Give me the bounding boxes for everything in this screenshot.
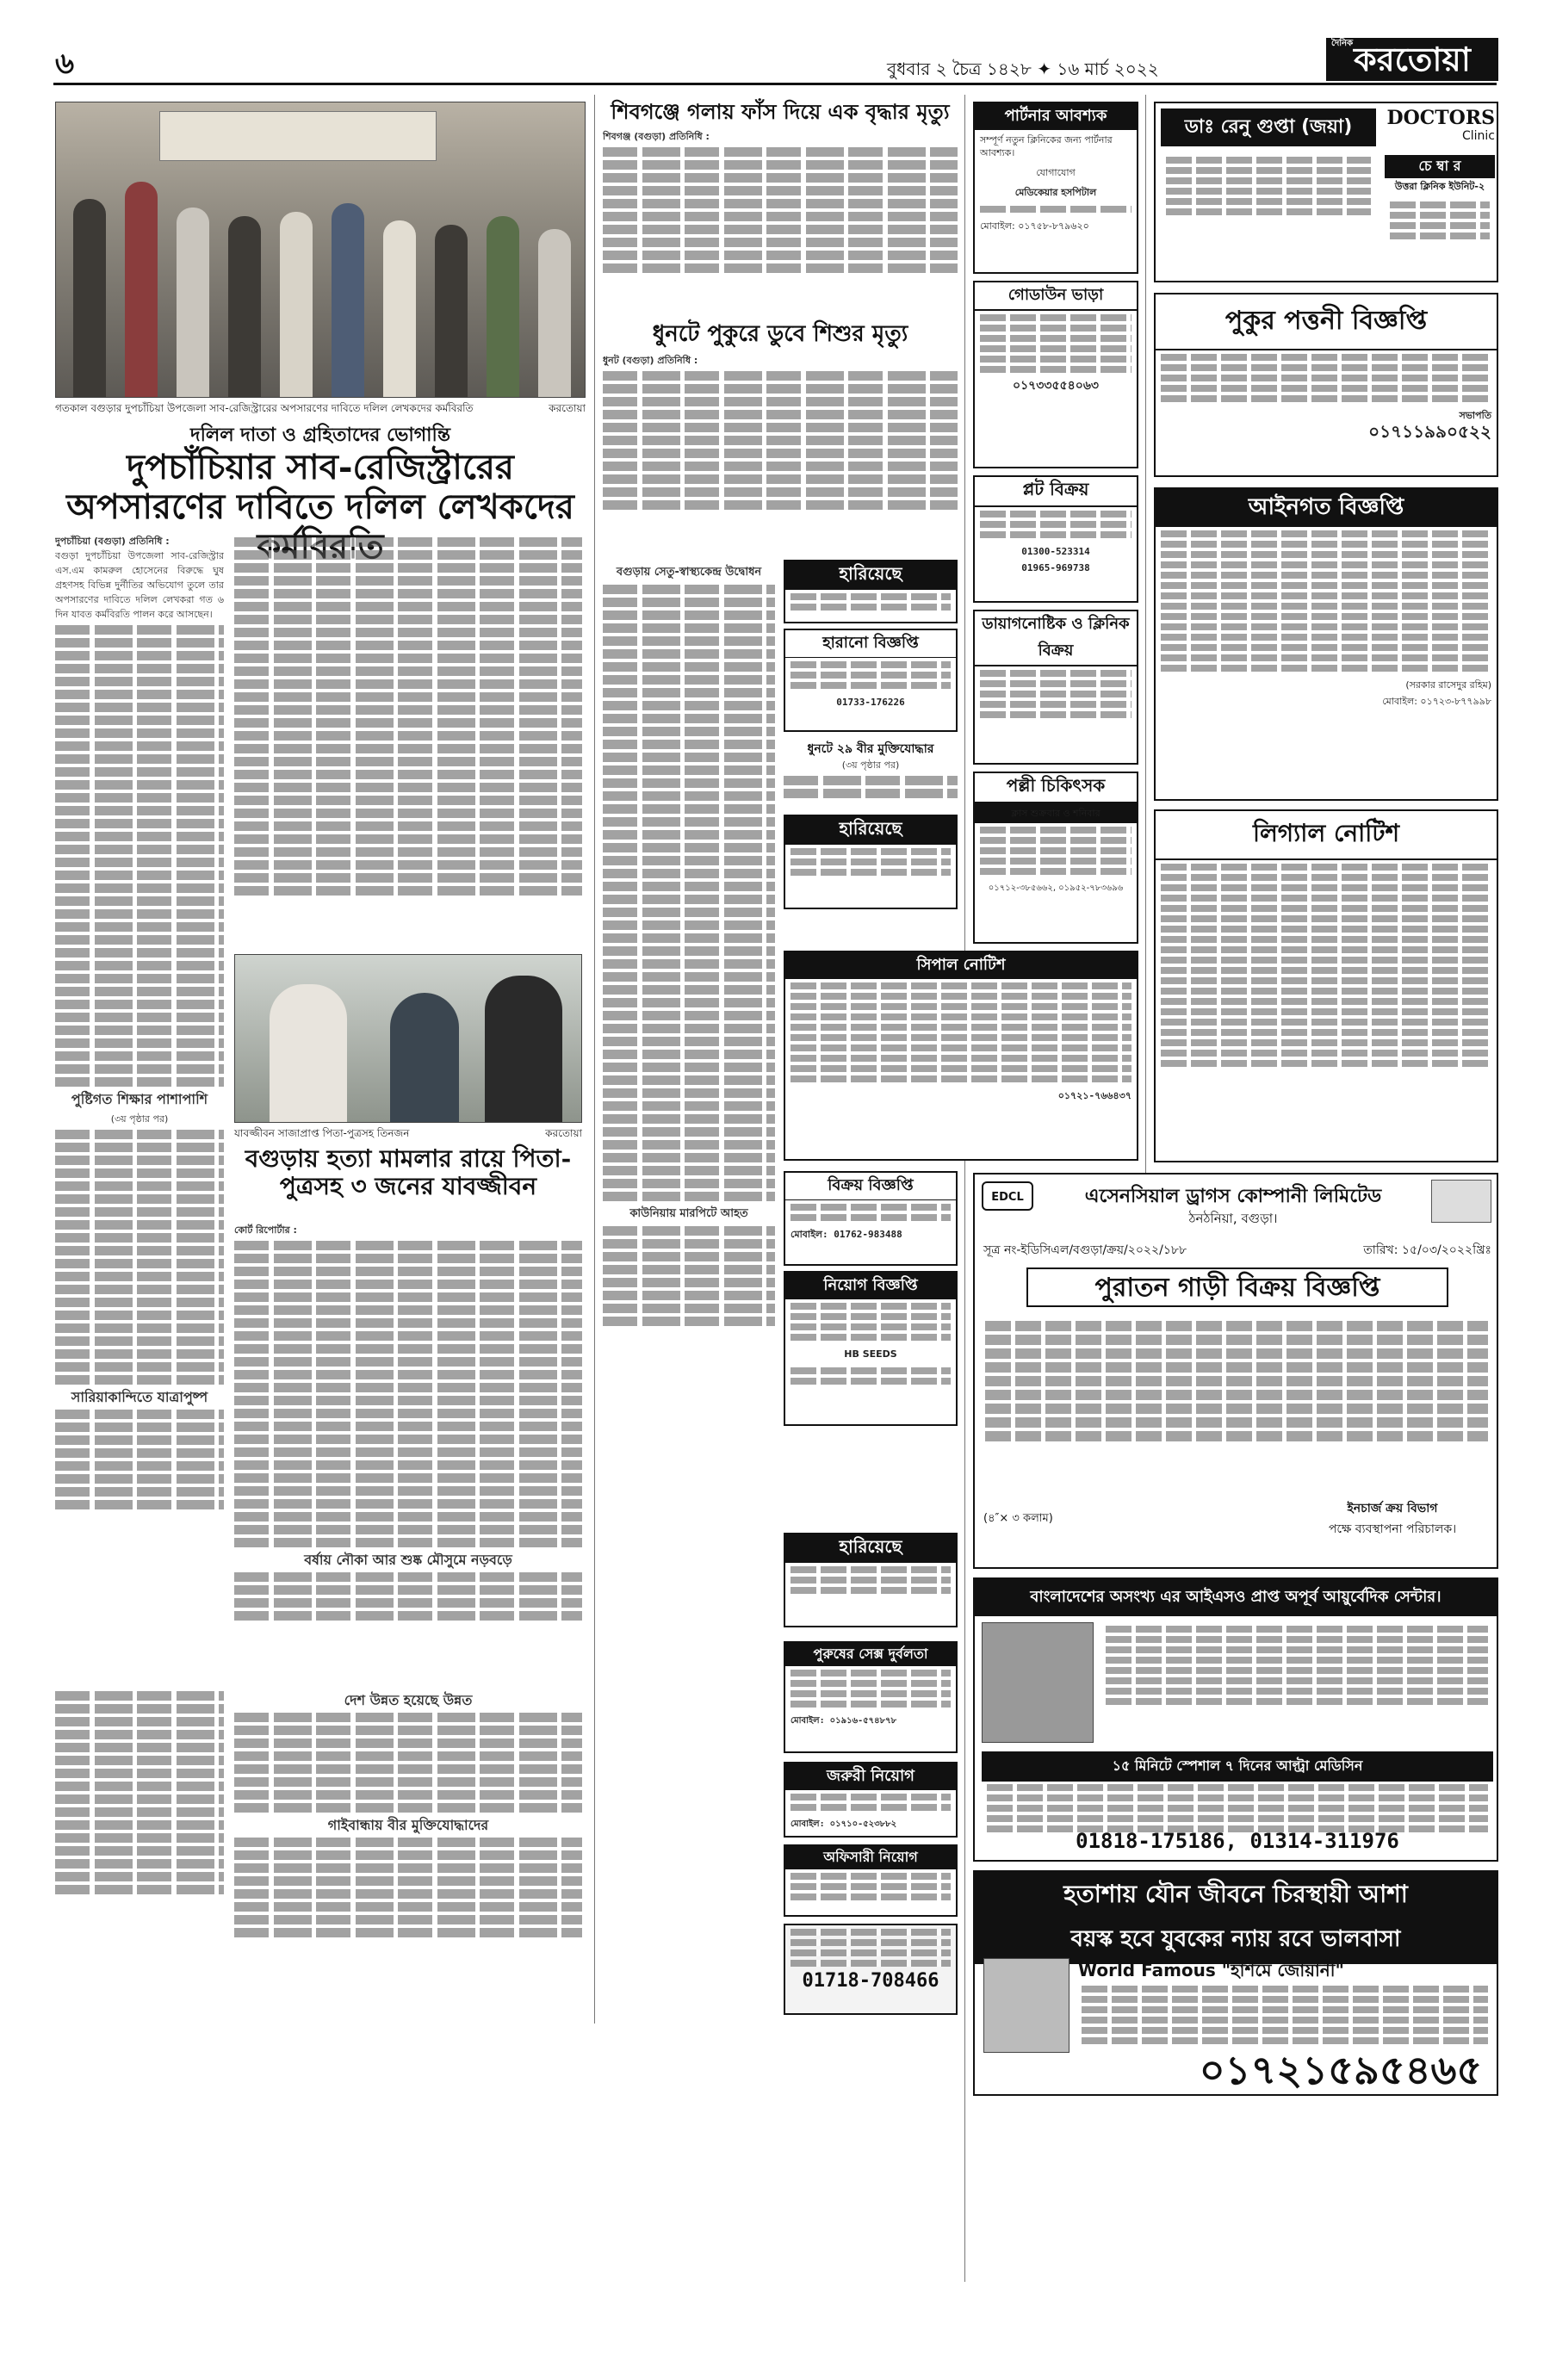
- column-rule: [1145, 95, 1146, 1180]
- ad-essential-ref: সূত্র নং-ইডিসিএল/বগুড়া/ক্রয়/২০২২/১৮৮: [983, 1243, 1187, 1257]
- bottom-mid-stories: [234, 1688, 582, 2015]
- verdict-photo: [234, 954, 582, 1123]
- ad-godown-phone: ০১৭৩৩৫৫৪০৬৩: [1012, 379, 1100, 393]
- continued-note: (৩য় পৃষ্ঠার পর): [841, 759, 900, 771]
- ad-partner-name: মেডিকেয়ার হসপিটাল: [1014, 187, 1097, 198]
- ad-pond-notice-phone: ০১৭১১৯৯০৫২২: [1368, 421, 1491, 442]
- lead-body-col1: [55, 534, 224, 1679]
- ad-hope-sub: বয়স্ক হবে যুবকের ন্যায় রবে ভালবাসা: [975, 1919, 1497, 1964]
- story2-headline: শিবগঞ্জে গলায় ফাঁস দিয়ে এক বৃদ্ধার মৃত্যু: [611, 99, 950, 124]
- ad-lost-1-title: হারিয়েছে: [785, 561, 956, 590]
- ad-legal-signer: (সরকার রাসেদুর রহিম): [1405, 679, 1491, 691]
- ad-doctor-name: ডাঃ রেনু গুপ্তা (জয়া): [1161, 108, 1376, 146]
- verdict-headline: বগুড়ায় হত্যা মামলার রায়ে পিতা-পুত্রসহ ৩ জনের যাবজ্জীবন: [245, 1144, 572, 1201]
- ad-legal-title: আইনগত বিজ্ঞপ্তি: [1156, 489, 1497, 527]
- lead-photo-caption: গতকাল বগুড়ার দুপচাঁচিয়া উপজেলা সাব-রেজিস্ট্রারের অপসারণের দাবিতে দলিল লেখকদের কর্মবিরতি: [55, 402, 474, 414]
- ad-partner-body: সম্পূর্ণ নতুন ক্লিনিকের জন্য পার্টনার আবশ্যক।: [980, 134, 1113, 158]
- story3-headline: ধুনটে পুকুরে ডুবে শিশুর মৃত্যু: [652, 321, 908, 347]
- ad-godown: [973, 281, 1138, 468]
- ad-doctor-tag2: Clinic: [1461, 129, 1495, 143]
- ad-job-3: [784, 1844, 958, 1917]
- ad-doctor-tag: DOCTORS: [1386, 107, 1495, 129]
- ad-lost-2: [784, 815, 958, 909]
- lead-photo: [55, 102, 586, 398]
- ad-sale-phone: মোবাইল: 01762-983488: [790, 1229, 902, 1240]
- verdict-byline: কোর্ট রিপোর্টার :: [234, 1224, 297, 1236]
- verdict-photo-credit: করতোয়া: [545, 1127, 582, 1139]
- ad-essential-place: ঠনঠনিয়া, বগুড়া।: [1188, 1211, 1278, 1226]
- ad-job-3-title: অফিসারী নিয়োগ: [785, 1846, 956, 1869]
- ad-essential-company: এসেনসিয়াল ড্রাগস কোম্পানী লিমিটেড: [1084, 1186, 1382, 1207]
- ad-plot-phone1: 01300-523314: [1021, 546, 1090, 557]
- ad-doctor-chamber: চে ম্বা র: [1385, 155, 1495, 178]
- ad-hope-headline: হতাশায় যৌন জীবনে চিরস্থায়ী আশা: [975, 1872, 1497, 1919]
- edcl-logo: EDCL: [982, 1181, 1033, 1211]
- ad-job-2-title: জরুরী নিয়োগ: [785, 1763, 956, 1790]
- ad-diagnostic-title: ডায়াগনোষ্টিক ও ক্লিনিক বিক্রয়: [975, 611, 1137, 666]
- ad-sipal-phone: ০১৭২১-৭৬৬৪৩৭: [1057, 1090, 1132, 1101]
- ad-pharma-phone: 01718-708466: [802, 1970, 939, 1992]
- ad-partner: [973, 102, 1138, 274]
- jump-head: পুষ্টিগত শিক্ষার পাশাপাশি: [71, 1091, 208, 1107]
- ad-lost-3: [784, 1533, 958, 1627]
- jump-head: ধুনটে ২৯ বীর মুক্তিযোদ্ধার: [807, 742, 934, 756]
- ad-hope-brand: World Famous "হাশমে জোয়ানী": [1078, 1960, 1344, 1980]
- page-number: ৬: [55, 46, 75, 81]
- story2-body: [603, 129, 958, 319]
- ad-hope-phone: ০১৭২১৫৯৫৪৬৫: [1199, 2047, 1483, 2093]
- ad-hope-photo: [983, 1958, 1070, 2053]
- verdict-body: [234, 1223, 582, 1670]
- ad-plot: [973, 475, 1138, 603]
- ad-lost-1: [784, 560, 958, 623]
- ad-ayurvedic-phones: 01818-175186, 01314-311976: [1076, 1829, 1399, 1853]
- lead-byline: দুপচাঁচিয়া (বগুড়া) প্রতিনিধি :: [55, 536, 170, 547]
- header-rule: [53, 83, 1497, 85]
- ad-essential-size: (৪″× ৩ কলাম): [983, 1512, 1053, 1525]
- ad-essential-date: তারিখ: ১৫/০৩/২০২২খ্রিঃ: [1363, 1243, 1491, 1257]
- lead-photo-credit: করতোয়া: [549, 402, 586, 414]
- column-rule: [964, 95, 965, 2282]
- ad-sale: [784, 1171, 958, 1266]
- ad-pond-notice-signer: সভাপতি: [1459, 410, 1491, 421]
- dhunat-continued: [784, 758, 958, 809]
- jump-head: বগুড়ায় সেতু-স্বাস্থ্যকেন্দ্র উদ্বোধন: [616, 566, 762, 579]
- lead-headline: দুপচাঁচিয়ার সাব-রেজিস্ট্রারের অপসারণের দাবিতে দলিল লেখকদের: [66, 447, 574, 527]
- ad-rural-doctor-title: পল্লী চিকিৎসক: [975, 773, 1137, 803]
- ad-lost-notice-phone: 01733-176226: [836, 697, 905, 708]
- bottom-left-stories: [55, 1688, 224, 2015]
- masthead-logo: [1326, 38, 1498, 81]
- ad-sale-title: বিক্রয় বিজ্ঞপ্তি: [785, 1173, 956, 1200]
- ad-ayurvedic-headline: বাংলাদেশের অসংখ্য এর আইএসও প্রাপ্ত অপূর্ব আয়ুর্বেদিক সেন্টার।: [975, 1579, 1497, 1616]
- ad-essential-signer2: পক্ষে ব্যবস্থাপনা পরিচালক।: [1328, 1522, 1457, 1536]
- ad-rural-doctor: [973, 772, 1138, 944]
- ad-lost-notice: [784, 629, 958, 732]
- ad-lost-notice-title: হারানো বিজ্ঞপ্তি: [785, 630, 956, 658]
- ad-job-1-company: HB SEEDS: [844, 1348, 897, 1360]
- ad-job-2-phone: মোবাইল: ০১৭১০-৫২৩৮৮২: [790, 1819, 897, 1829]
- ad-ayurvedic-photo: [982, 1622, 1094, 1743]
- jump-head: সারিয়াকান্দিতে যাত্রাপুষ্প: [71, 1389, 208, 1405]
- lead-body-text: বগুড়া দুপচাঁচিয়া উপজেলা সাব-রেজিস্ট্রার এস.এম কামরুল হোসেনের বিরুদ্ধে ঘুষ গ্রহণসহ বিভিন্ন দুর্নীতির অভিযোগ তুলে তার অপসারণের দাবিতে দলিল লেখকরা গত ৬ দিন যাবত কর্মবিরতি পালন করে আসছেন।: [55, 550, 224, 620]
- ad-pond-notice: [1154, 293, 1498, 477]
- ad-lost-3-title: হারিয়েছে: [785, 1534, 956, 1563]
- ad-job-1: [784, 1271, 958, 1426]
- ad-ayurvedic-sub: ১৫ মিনিটে স্পেশাল ৭ দিনের আল্ট্রা মেডিসিন: [982, 1751, 1493, 1782]
- ad-partner-contact: যোগাযোগ: [1036, 167, 1076, 178]
- ad-essential-drugs: [973, 1173, 1498, 1569]
- ad-sipal: [784, 951, 1138, 1161]
- jump-head: বর্ষায় নৌকা আর শুষ্ক মৌসুমে নড়বড়ে: [304, 1552, 512, 1568]
- story2-byline: শিবগঞ্জ (বগুড়া) প্রতিনিধি :: [603, 131, 710, 142]
- ad-legal-notice: [1154, 809, 1498, 1162]
- ad-job-2: [784, 1762, 958, 1838]
- ad-hope: [973, 1870, 1498, 2096]
- ad-men-health: [784, 1641, 958, 1753]
- ad-plot-phone2: 01965-969738: [1021, 562, 1090, 573]
- ad-plot-title: প্লট বিক্রয়: [975, 477, 1137, 507]
- continued-note: (৩য় পৃষ্ঠার পর): [110, 1113, 169, 1125]
- masthead-title: করতোয়া: [1354, 40, 1471, 78]
- jump-head: দেশ উন্নত হয়েছে উন্নত: [344, 1692, 473, 1708]
- masthead-small: দৈনিক: [1331, 39, 1354, 48]
- jump-head: গাইবান্ধায় বীর মুক্তিযোদ্ধাদের: [327, 1817, 489, 1833]
- portrait-icon: [1431, 1180, 1491, 1223]
- story3-body: [603, 353, 958, 560]
- col3-continued: [603, 560, 775, 2015]
- story3-byline: ধুনট (বগুড়া) প্রতিনিধি :: [603, 355, 698, 366]
- ad-men-health-phone: মোবাইল: ০১৯১৬-৫৭৪৮৭৮: [790, 1716, 897, 1726]
- ad-partner-phone: মোবাইল: ০১৭৫৮-৮৭৯৬২০: [980, 220, 1089, 232]
- ad-diagnostic: [973, 610, 1138, 765]
- ad-lost-2-title: হারিয়েছে: [785, 816, 956, 845]
- lead-body-col2: [234, 534, 582, 999]
- column-rule: [594, 95, 595, 2024]
- ad-ayurvedic: [973, 1577, 1498, 1862]
- ad-pharma: [784, 1924, 958, 2015]
- ad-legal-phone: মোবাইল: ০১৭২৩-৮৭৭৯৯৮: [1382, 696, 1491, 707]
- photo-banner: [159, 111, 437, 161]
- ad-pond-notice-title: পুকুর পত্তনী বিজ্ঞপ্তি: [1156, 294, 1497, 350]
- ad-partner-title: পার্টনার আবশ্যক: [975, 103, 1137, 130]
- ad-men-health-title: পুরুষের সেক্স দুর্বলতা: [785, 1643, 956, 1666]
- ad-doctor: [1154, 102, 1498, 282]
- ad-rural-doctor-badge: ক্লাস শুক্রবার ও শনিবার: [975, 803, 1137, 823]
- ad-rural-doctor-phone: ০১৭১২-৩৮৫৬৬২, ০১৯৫২-৭৮৩৬৯৬: [988, 883, 1124, 893]
- ad-sipal-title: সিপাল নোটিশ: [785, 952, 1137, 979]
- lead-kicker: দলিল দাতা ও গ্রহিতাদের ভোগান্তি: [190, 425, 450, 446]
- ad-godown-title: গোডাউন ভাড়া: [975, 282, 1137, 311]
- ad-doctor-clinic: উত্তরা ক্লিনিক ইউনিট-২: [1394, 181, 1485, 192]
- date-line: বুধবার ২ চৈত্র ১৪২৮ ✦ ১৬ মার্চ ২০২২: [887, 59, 1159, 79]
- ad-essential-signer: ইনচার্জ ক্রয় বিভাগ: [1347, 1502, 1438, 1515]
- jump-head: কাউনিয়ায় মারপিটে আহত: [629, 1207, 748, 1220]
- verdict-photo-caption: যাবজ্জীবন সাজাপ্রাপ্ত পিতা-পুত্রসহ তিনজন: [234, 1127, 410, 1139]
- ad-legal-notice-title: লিগ্যাল নোটিশ: [1156, 811, 1497, 860]
- ad-essential-title: পুরাতন গাড়ী বিক্রয় বিজ্ঞপ্তি: [1026, 1267, 1448, 1307]
- ad-job-1-title: নিয়োগ বিজ্ঞপ্তি: [785, 1273, 956, 1299]
- ad-legal: [1154, 487, 1498, 801]
